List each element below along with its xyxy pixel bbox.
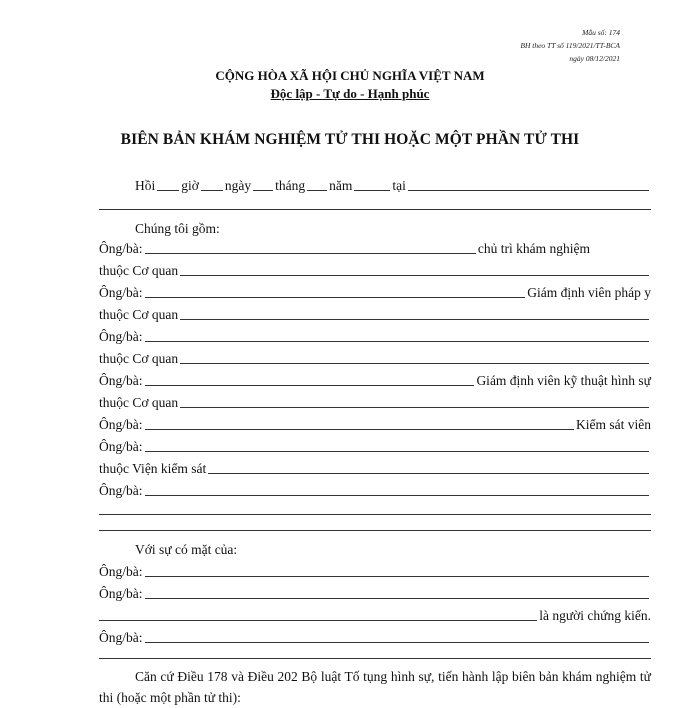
- form-circular-reference: BH theo TT số 119/2021/TT-BCA: [520, 41, 620, 50]
- witness-2-person-field[interactable]: [145, 598, 650, 599]
- minute-label: giờ: [181, 178, 199, 193]
- chair-agency-row: [99, 259, 651, 279]
- chair-agency-field[interactable]: [180, 275, 649, 276]
- prosecutor-person-label: Ông/bà:: [99, 417, 143, 432]
- place-continuation-line[interactable]: [99, 209, 651, 210]
- procuracy-field[interactable]: [208, 473, 649, 474]
- month-field[interactable]: [307, 190, 327, 191]
- chair-row: [99, 237, 651, 257]
- form-circular-date: ngày 08/12/2021: [569, 54, 620, 63]
- member-row-3: [99, 325, 651, 345]
- forensic-technical-role-label: Giám định viên kỹ thuật hình sự: [476, 373, 651, 388]
- witness-3-person-label: Ông/bà:: [99, 630, 143, 645]
- chair-agency-label: thuộc Cơ quan: [99, 263, 179, 278]
- member-row-6: [99, 435, 651, 455]
- procuracy-row: [99, 457, 651, 477]
- legal-basis-paragraph: Căn cứ Điều 178 và Điều 202 Bộ luật Tố tụng hình sự, tiến hành lập biên bản khám nghiệm tử thi (hoặc một phần tử thi):: [99, 669, 651, 705]
- minute-field[interactable]: [201, 190, 223, 191]
- forensic-technical-person-label: Ông/bà:: [99, 373, 143, 388]
- document-title: BIÊN BẢN KHÁM NGHIỆM TỬ THI HOẶC MỘT PHẦN TỬ THI: [120, 131, 580, 148]
- place-field[interactable]: [408, 190, 649, 191]
- member-7-person-field[interactable]: [145, 495, 650, 496]
- forensic-medical-person-label: Ông/bà:: [99, 285, 143, 300]
- place-label: tại: [392, 178, 406, 193]
- time-place-row: [99, 174, 651, 194]
- member-7-person-label: Ông/bà:: [99, 483, 143, 498]
- member-3-agency-field[interactable]: [180, 363, 649, 364]
- national-title: CỘNG HÒA XÃ HỘI CHỦ NGHĨA VIỆT NAM: [215, 68, 485, 83]
- member-3-person-label: Ông/bà:: [99, 329, 143, 344]
- procuracy-label: thuộc Viện kiểm sát: [99, 461, 207, 476]
- chair-person-label: Ông/bà:: [99, 241, 143, 256]
- month-label: tháng: [275, 178, 306, 193]
- forensic-medical-agency-label: thuộc Cơ quan: [99, 307, 179, 322]
- hour-label: Hồi: [135, 178, 156, 193]
- day-label: ngày: [224, 178, 252, 193]
- prosecutor-row: [99, 413, 651, 433]
- presence-blank-line[interactable]: [99, 658, 651, 659]
- day-field[interactable]: [253, 190, 273, 191]
- witness-3-person-field[interactable]: [145, 642, 650, 643]
- forensic-medical-agency-row: [99, 303, 651, 323]
- witness-row-2: [99, 582, 651, 602]
- members-blank-line-2[interactable]: [99, 530, 651, 531]
- form-number: Mẫu số: 174: [582, 28, 620, 37]
- forensic-technical-agency-field[interactable]: [180, 407, 649, 408]
- forensic-medical-person-field[interactable]: [145, 297, 526, 298]
- forensic-technical-row: [99, 369, 651, 389]
- forensic-medical-role-label: Giám định viên pháp y: [527, 285, 651, 300]
- presence-heading: Với sự có mặt của:: [135, 542, 238, 557]
- hour-field[interactable]: [157, 190, 179, 191]
- members-heading-row: [99, 217, 651, 237]
- chair-role-label: chủ trì khám nghiệm: [477, 241, 590, 256]
- form-code-block: [520, 26, 620, 65]
- member-3-agency-label: thuộc Cơ quan: [99, 351, 179, 366]
- witness-suffix-label: là người chứng kiến.: [539, 608, 651, 623]
- national-motto: Độc lập - Tự do - Hạnh phúc: [270, 86, 430, 101]
- presence-heading-row: [99, 538, 651, 558]
- witness-continuation-field[interactable]: [99, 620, 537, 621]
- member-6-person-label: Ông/bà:: [99, 439, 143, 454]
- forensic-medical-row: [99, 281, 651, 301]
- member-3-person-field[interactable]: [145, 341, 650, 342]
- members-blank-line-1[interactable]: [99, 514, 651, 515]
- members-heading: Chúng tôi gồm:: [135, 221, 220, 236]
- witness-2-person-label: Ông/bà:: [99, 586, 143, 601]
- prosecutor-role-label: Kiểm sát viên: [576, 417, 651, 432]
- forensic-medical-agency-field[interactable]: [180, 319, 649, 320]
- year-label: năm: [329, 178, 353, 193]
- member-3-agency-row: [99, 347, 651, 367]
- witness-1-person-field[interactable]: [145, 576, 650, 577]
- witness-row-1: [99, 560, 651, 580]
- forensic-technical-person-field[interactable]: [145, 385, 475, 386]
- forensic-technical-agency-row: [99, 391, 651, 411]
- member-row-7: [99, 479, 651, 499]
- prosecutor-person-field[interactable]: [145, 429, 575, 430]
- witness-1-person-label: Ông/bà:: [99, 564, 143, 579]
- member-6-person-field[interactable]: [145, 451, 650, 452]
- year-field[interactable]: [354, 190, 390, 191]
- chair-person-field[interactable]: [145, 253, 476, 254]
- witness-row-3: [99, 626, 651, 646]
- witness-suffix-row: [99, 604, 651, 624]
- forensic-technical-agency-label: thuộc Cơ quan: [99, 395, 179, 410]
